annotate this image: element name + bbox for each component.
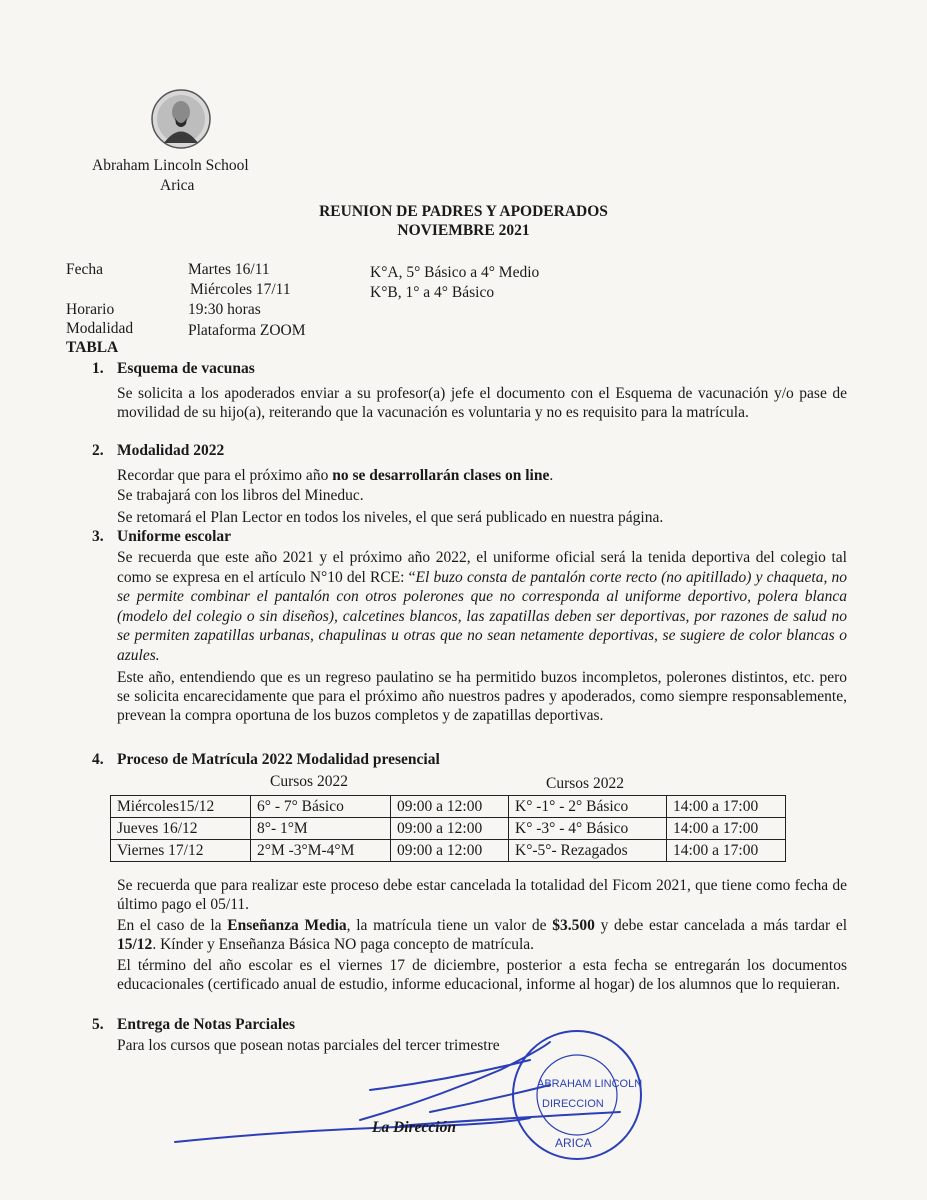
table-cell: Miércoles15/12 <box>111 796 251 818</box>
table-cell: K° -3° - 4° Básico <box>509 818 667 840</box>
section-2-line-1-bold: no se desarrollarán clases on line <box>332 467 550 484</box>
table-cell: K° -1° - 2° Básico <box>509 796 667 818</box>
table-cell: 2°M -3°M-4°M <box>251 840 391 862</box>
horario-label: Horario <box>66 301 115 318</box>
p2-c: , la matrícula tiene un valor de <box>346 917 553 934</box>
cursos-header-1: Cursos 2022 <box>270 773 348 790</box>
section-2-line-1 <box>117 466 847 485</box>
section-4-paragraph-2 <box>117 916 847 954</box>
table-cell: 8°- 1°M <box>251 818 391 840</box>
cursos-header-2: Cursos 2022 <box>546 775 624 792</box>
fecha-label: Fecha <box>66 261 104 278</box>
svg-text:DIRECCION: DIRECCION <box>542 1098 604 1110</box>
table-cell: K°-5°- Rezagados <box>509 840 667 862</box>
section-3-intro: Se recuerda que este año 2021 y el próximo año 2022, el uniforme oficial será la tenida deportiva del colegio tal como se expresa en el artículo N°10 del RCE: “ <box>117 549 847 586</box>
section-4-paragraph-3: El término del año escolar es el viernes 17 de diciembre, posterior a esta fecha se entregarán los documentos educacionales (certificado anual de estudio, informe educacional, informe al hogar) de los alumnos que lo requieran. <box>117 957 847 993</box>
section-4-title: Proceso de Matrícula 2022 Modalidad presencial <box>117 751 440 768</box>
school-name: Abraham Lincoln School <box>92 157 249 174</box>
table-cell: 09:00 a 12:00 <box>391 796 509 818</box>
p2-ensenanza-media: Enseñanza Media <box>227 917 347 934</box>
table-cell: 14:00 a 17:00 <box>667 818 786 840</box>
section-5-number: 5. <box>92 1016 104 1033</box>
table-cell: 14:00 a 17:00 <box>667 840 786 862</box>
tabla-label: TABLA <box>66 339 119 356</box>
school-logo <box>150 88 212 150</box>
section-2-line-1-c: . <box>549 467 554 484</box>
fecha-day2: Miércoles 17/11 <box>190 281 291 298</box>
page-subtitle: NOVIEMBRE 2021 <box>397 222 530 239</box>
section-3-number: 3. <box>92 528 104 545</box>
section-2-line-1-a: Recordar que para el próximo año <box>117 467 333 484</box>
horario-value: 19:30 horas <box>188 301 261 318</box>
table-cell: 14:00 a 17:00 <box>667 796 786 818</box>
table-cell: 6° - 7° Básico <box>251 796 391 818</box>
p2-e: y debe estar cancelada a más tardar el <box>594 917 848 934</box>
section-2-line-2: Se trabajará con los libros del Mineduc. <box>117 487 364 504</box>
section-4-number: 4. <box>92 751 104 768</box>
section-1-number: 1. <box>92 360 104 377</box>
section-3-quote: El buzo consta de pantalón corte recto (no apitillado) y chaqueta, no se permite combinar el pantalón con otros polerones que no corresponda al uniforme deportivo, polera blanca (modelo del colegio o sin diseños), calcetines blancos, las zapatillas deben ser deportivas, por razones de salud no se permiten zapatillas urbanas, chapulinas u otras que no sean netamente deportivas, se sugiere de color blancas o azules. <box>117 568 847 664</box>
table-cell: Jueves 16/12 <box>111 818 251 840</box>
section-5-text: Para los cursos que posean notas parciales del tercer trimestre <box>117 1037 500 1054</box>
section-3-paragraph-1 <box>117 548 847 665</box>
svg-text:ARICA: ARICA <box>555 1136 592 1150</box>
school-city: Arica <box>160 177 195 194</box>
p2-deadline: 15/12 <box>117 936 153 953</box>
section-3-paragraph-2: Este año, entendiendo que es un regreso paulatino se ha permitido buzos incompletos, polerones distintos, etc. pero se solicita encarecidamente que para el próximo año nuestros padres y apoderados, como siempre responsablemente, prevean la compra oportuna de los buzos completos y de zapatillas deportivas. <box>117 669 847 724</box>
section-2-number: 2. <box>92 442 104 459</box>
table-cell: 09:00 a 12:00 <box>391 818 509 840</box>
section-5-title: Entrega de Notas Parciales <box>117 1016 296 1033</box>
modalidad-label: Modalidad <box>66 320 134 337</box>
table-row <box>111 818 786 840</box>
section-1-title: Esquema de vacunas <box>117 360 255 377</box>
table-row <box>111 796 786 818</box>
section-3-title: Uniforme escolar <box>117 528 232 545</box>
svg-text:ABRAHAM LINCOLN: ABRAHAM LINCOLN <box>537 1078 643 1090</box>
group-2: K°B, 1° a 4° Básico <box>370 284 495 301</box>
table-cell: Viernes 17/12 <box>111 840 251 862</box>
section-2-line-3: Se retomará el Plan Lector en todos los niveles, el que será publicado en nuestra página. <box>117 509 664 526</box>
section-2-title: Modalidad 2022 <box>117 442 225 459</box>
p2-g: . Kínder y Enseñanza Básica NO paga concepto de matrícula. <box>152 936 535 953</box>
table-row <box>111 840 786 862</box>
page-title: REUNION DE PADRES Y APODERADOS <box>319 203 608 220</box>
section-4-paragraph-1: Se recuerda que para realizar este proceso debe estar cancelada la totalidad del Ficom 2021, que tiene como fecha de último pago el 05/11. <box>117 877 847 913</box>
modalidad-value: Plataforma ZOOM <box>188 322 306 339</box>
group-1: K°A, 5° Básico a 4° Medio <box>370 264 540 281</box>
section-1-text: Se solicita a los apoderados enviar a su profesor(a) jefe el documento con el Esquema de vacunación y/o pase de movilidad de su hijo(a), reiterando que la vacunación es voluntaria y no es requisito para la matrícula. <box>117 385 847 421</box>
signature-label: La Dirección <box>372 1119 456 1136</box>
fecha-day1: Martes 16/11 <box>188 261 270 278</box>
p2-a: En el caso de la <box>117 917 228 934</box>
enrollment-schedule-table <box>110 795 786 862</box>
table-cell: 09:00 a 12:00 <box>391 840 509 862</box>
p2-price: $3.500 <box>552 917 595 934</box>
